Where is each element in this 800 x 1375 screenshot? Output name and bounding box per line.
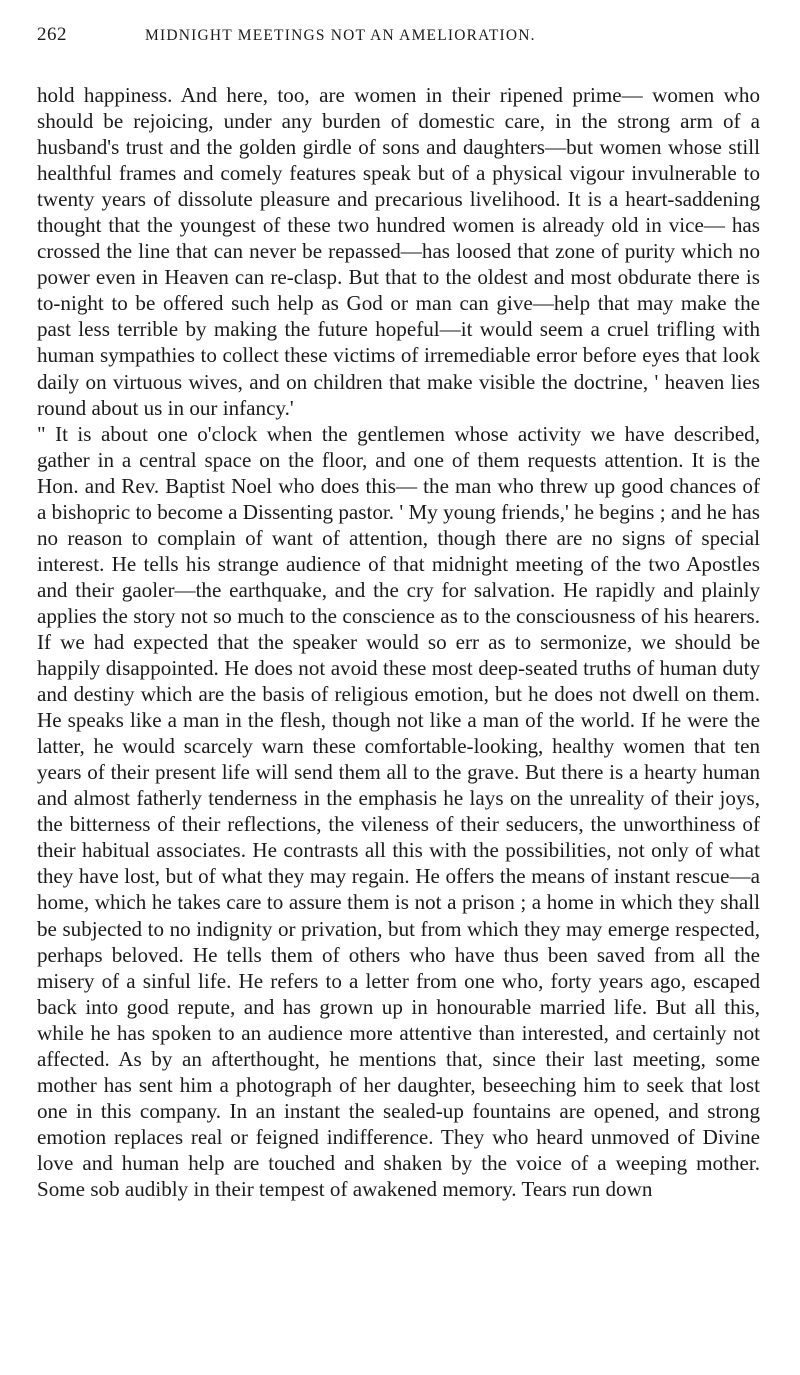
page-number: 262 <box>37 24 67 45</box>
running-head <box>37 24 760 60</box>
paragraph-quoted-account: " It is about one o'clock when the gentlemen whose activity we have described, gather in a central space on the floor, and one of them requests attention. It is the Hon. and Rev. Baptist Noel who does this— the man who threw up good chances of a bishopric to become a Dissenting pastor. ' My young friends,' he begins ; and he has no reason to complain of want of attention, though there are no signs of special interest. He tells his strange audience of that midnight meeting of the two Apostles and their gaoler—the earthquake, and the cry for salvation. He rapidly and plainly applies the story not so much to the conscience as to the consciousness of his hearers. If we had expected that the speaker would so err as to sermonize, we should be happily disappointed. He does not avoid these most deep-seated truths of human duty and destiny which are the basis of religious emotion, but he does not dwell on them. He speaks like a man in the flesh, though not like a man of the world. If he were the latter, he would scarcely warn these comfortable-looking, healthy women that ten years of their present life will send them all to the grave. But there is a hearty human and almost fatherly tenderness in the emphasis he lays on the unreality of their joys, the bitterness of their reflections, the vileness of their seducers, the unworthiness of their habitual associates. He contrasts all this with the possibilities, not only of what they have lost, but of what they may regain. He offers the means of instant rescue—a home, which he takes care to assure them is not a prison ; a home in which they shall be subjected to no indignity or privation, but from which they may emerge respected, perhaps beloved. He tells them of others who have thus been saved from all the misery of a sinful life. He refers to a letter from one who, forty years ago, escaped back into good repute, and has grown up in honourable married life. But all this, while he has spoken to an audience more attentive than interested, and certainly not affected. As by an afterthought, he mentions that, since their last meeting, some mother has sent him a photograph of her daughter, beseeching him to seek that lost one in this company. In an instant the sealed-up fountains are opened, and strong emotion replaces real or feigned indifference. They who heard unmoved of Divine love and human help are touched and shaken by the voice of a weeping mother. Some sob audibly in their tempest of awakened memory. Tears run down <box>37 421 760 1201</box>
body-text <box>37 82 760 1202</box>
running-title: MIDNIGHT MEETINGS NOT AN AMELIORATION. <box>145 27 536 44</box>
paragraph-continuation: hold happiness. And here, too, are women in their ripened prime— women who should be rejoicing, under any burden of domestic care, in the strong arm of a husband's trust and the golden girdle of sons and daughters—but women whose still healthful frames and comely features speak but of a physical vigour invulnerable to twenty years of dissolute pleasure and precarious livelihood. It is a heart-saddening thought that the youngest of these two hundred women is already old in vice— has crossed the line that can never be repassed—has loosed that zone of purity which no power even in Heaven can re-clasp. But that to the oldest and most obdurate there is to-night to be offered such help as God or man can give—help that may make the past less terrible by making the future hopeful—it would seem a cruel trifling with human sympathies to collect these victims of irremediable error before eyes that look daily on virtuous wives, and on children that make visible the doctrine, ' heaven lies round about us in our infancy.' <box>37 83 760 420</box>
